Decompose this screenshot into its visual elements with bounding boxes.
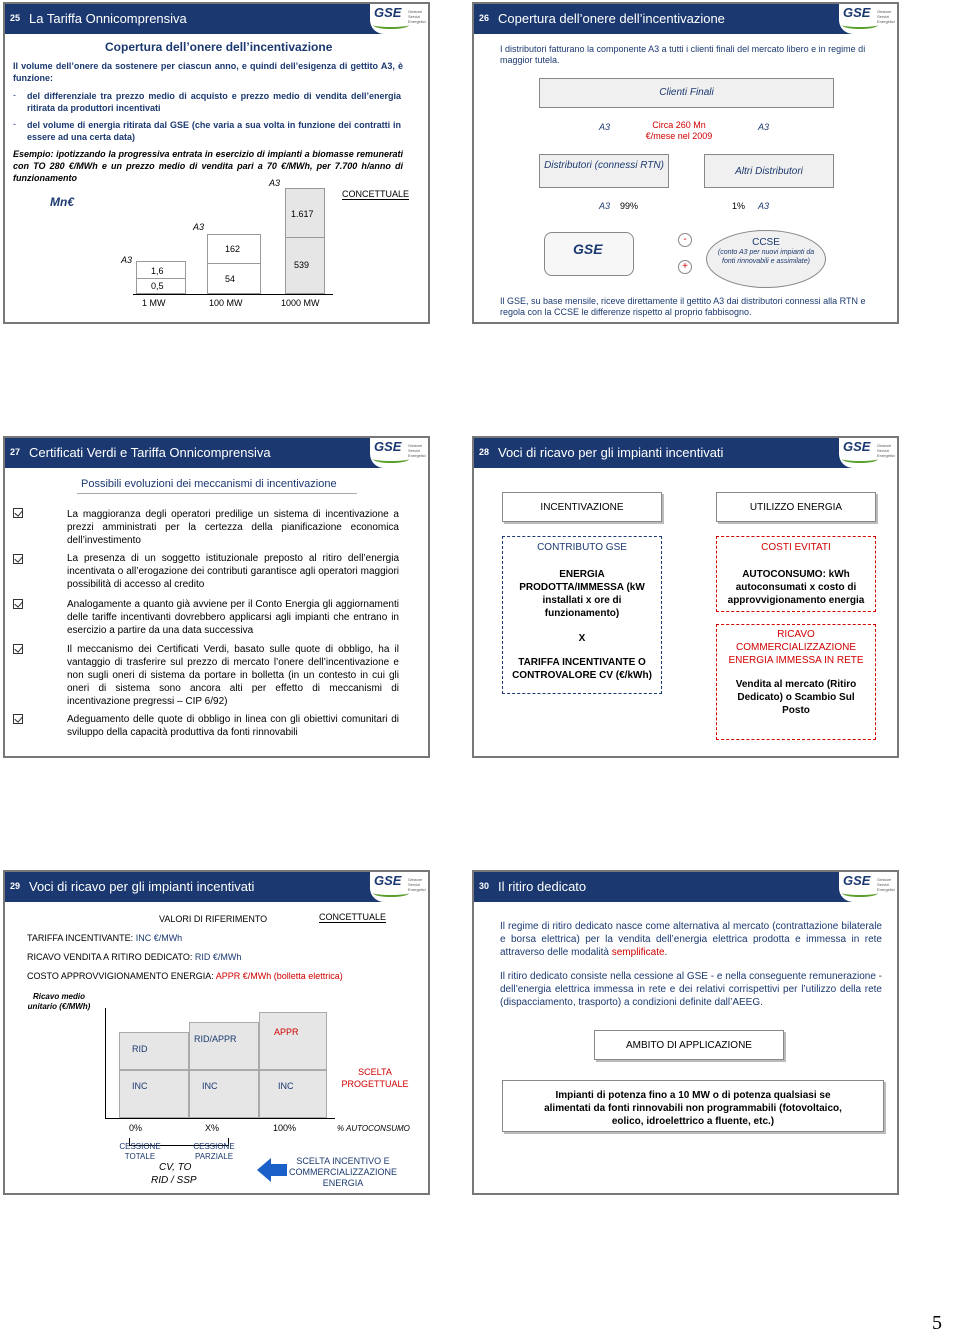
minus-sign: - [678,233,692,247]
slide-26 [472,2,899,324]
slide-title: Copertura dell’onere dell’incentivazione [498,11,725,26]
bar-100mw-a3: 162 [207,234,261,264]
ref-row-2: RICAVO VENDITA A RITIRO DEDICATO: RID €/MWh [27,952,242,962]
a3-right: A3 [758,122,770,132]
intro-text: Il volume dell’onere da sostenere per ciascun anno, e quindi dell’esigenza di gettito A3, è funzione: [13,61,403,83]
gse-logo: GSE Gestore Servizi Energetici [370,4,428,34]
slide-number: 29 [10,881,21,891]
arrow-shaft [271,1164,287,1176]
paragraph-1: Il regime di ritiro dedicato nasce come alternativa al mercato (contrattazione bilaterale e borsa elettrica) per la vendita dell’energia elettrica prodotta e immessa in rete attraverso delle modalità semplificate. [500,921,882,958]
example-text: Esempio: ipotizzando la progressiva entrata in esercizio di impianti a biomasse remunerati con TO 280 €/MWh e un prezzo medio di vendita pari a 70 €/MWh, per 7.700 h/anno di funzionamento [13,149,403,183]
unit-label: Mn€ [50,195,74,209]
gse-logo: GSE Gestore Servizi Energetici [839,438,897,468]
slide-header [474,438,897,468]
inc-block-2: INC [189,1070,259,1118]
ridappr-block: RID/APPR [189,1022,259,1070]
paragraph-2: Il ritiro dedicato consiste nella cessione al GSE - e nella conseguente remunerazione - dell’energia elettrica immessa in rete e dei relativi corrispettivi per l’utilizzo della rete (dispacciamento, trasporto) a condizioni definite dall’AEEG. [500,971,882,1008]
bar-1mw-a3: 1,6 [136,261,186,279]
incentivazione-header: INCENTIVAZIONE [502,492,662,522]
slide-number: 26 [479,13,490,23]
slide-number: 30 [479,881,490,891]
monthly-amount: Circa 260 Mn €/mese nel 2009 [645,120,713,141]
slide-27 [3,436,430,758]
gse-mini-logo: GSE [544,232,634,276]
page-number: 5 [932,1312,942,1334]
concettuale-label: CONCETTUALE [319,912,387,922]
slide-title: Certificati Verdi e Tariffa Onnicomprensiva [29,445,271,460]
impianti-box: Impianti di potenza fino a 10 MW o di potenza qualsiasi se alimentati da fonti rinnovabili non programmabili (fotovoltaico, eolico, idroelettrico a fluente, etc.) [502,1080,884,1132]
bar-100mw-base: 54 [207,263,261,294]
x-label-100mw: 100 MW [209,298,243,308]
gse-logo: GSE Gestore Servizi Energetici [839,872,897,902]
times-sign: X [578,633,586,644]
concettuale-label: CONCETTUALE [342,189,410,199]
gse-logo: GSE Gestore Servizi Energetici [370,872,428,902]
cessione-totale: CESSIONE TOTALE [119,1142,161,1161]
list-item-2: La presenza di un soggetto istituzionale preposto al ritiro dell’energia incentivata o all’erogazione dei contributi garantisce agli operatori maggiori possibilità di accesso al credito [67,553,399,590]
gse-logo: GSE Gestore Servizi Energetici [839,4,897,34]
slide-25: 25 La Tariffa Onnicomprensiva GSE Gestore Servizi Energetici Copertura dell’onere dell’incentivazione Il volume dell’onere da sostenere per ciascun anno, e quindi dell’esigenza di gettito A3, è funzione: - del differenziale tra prezzo medio di acquisto e prezzo medio di vendita dell’energia ritirata da produttori incentivati - del volume di energia ritirata dal GSE (che varia a sua volta in funzione dei contratti in essere ad una certa data) Esempio: ipotizzando la progressiva entrata in esercizio di impianti a biomasse remunerati con TO 280 €/MWh e un prezzo medio di vendita pari a 70 €/MWh, per 7.700 h/anno di funzionamento Mn€ CONCETTUALE A3 A3 A3 1,6 0,5 162 54 1.617 539 1 MW 100 MW 1000 MW [3,2,430,324]
inc-block-3: INC [259,1070,327,1118]
x-label-1mw: 1 MW [142,298,166,308]
check-icon [13,554,23,564]
x-tick-x: X% [205,1123,220,1133]
ref-row-1: TARIFFA INCENTIVANTE: INC €/MWh [27,933,183,943]
autoconsumo-text: AUTOCONSUMO: kWh autoconsumati x costo di approvvigionamento energia [727,569,865,606]
bullet-2: del volume di energia ritirata dal GSE (che varia a sua volta in funzione dei contratti in essere ad una certa data) [27,120,401,142]
heading-underline [77,493,357,494]
cessione-parziale: CESSIONE PARZIALE [193,1142,235,1161]
left-arrow-icon [257,1158,271,1182]
bullet-1: del differenziale tra prezzo medio di acquisto e prezzo medio di vendita dell’energia ritirata da produttori incentivati [27,91,401,113]
slide-28 [472,436,899,758]
clienti-finali-box: Clienti Finali [539,78,834,108]
slide-title: Voci di ricavo per gli impianti incentivati [29,879,255,894]
costi-evitati: COSTI EVITATI [761,542,831,553]
slide-heading: Possibili evoluzioni dei meccanismi di incentivazione [81,478,337,490]
valori-riferimento: VALORI DI RIFERIMENTO [159,914,268,924]
slide-29 [3,870,430,1195]
list-item-5: Adeguamento delle quote di obbligo in linea con gli obiettivi comunitari di sviluppo della capacità produttiva da fonti rinnovabili [67,714,399,738]
check-icon [13,714,23,724]
pct-1: 1% [732,201,746,211]
slide-header [5,438,428,468]
x-label-1000mw: 1000 MW [281,298,320,308]
a3-label-2: A3 [193,222,205,232]
plus-sign: + [678,260,692,274]
y-axis [105,1008,106,1118]
energia-prodotta: ENERGIA PRODOTTA/IMMESSA (kW installati x ore di funzionamento) [519,569,645,619]
distributori-box: Distributori (connessi RTN) [539,154,669,188]
x-tick-100: 100% [273,1123,297,1133]
y-axis-label: Ricavo medio unitario (€/MWh) [27,992,91,1011]
altri-distributori-box: Altri Distributori [704,154,834,188]
utilizzo-energia-header: UTILIZZO ENERGIA [716,492,876,522]
list-item-1: La maggioranza degli operatori predilige un sistema di incentivazione a prezzi amministrati per la certezza della pianificazione economica dell’investimento [67,509,399,546]
vendita-text: Vendita al mercato (Ritiro Dedicato) o Scambio Sul Posto [735,679,857,716]
slide-title: La Tariffa Onnicomprensiva [29,11,187,26]
check-icon [13,644,23,654]
list-item-4: Il meccanismo dei Certificati Verdi, basato sulle quote di obbligo, ha il vantaggio di trasferire sul prezzo di mercato l’onere dell’incentivazione e non sugli oneri di sistema da portare in bolletta (in un contesto in cui gli oneri di sistema sono ancora alti per effetto di meccanismi di incentivazione pregressi – CIP 6/92) [67,644,399,707]
scelta-incentivo: SCELTA INCENTIVO E COMMERCIALIZZAZIONE ENERGIA [288,1156,397,1188]
ccse-box: CCSE (conto A3 per nuovi impianti da fonti rinnovabili e assimilate) [706,230,826,288]
rid-block: RID [119,1032,189,1070]
slide-title: Voci di ricavo per gli impianti incentivati [498,445,724,460]
slide-heading: Copertura dell’onere dell’incentivazione [105,40,333,54]
ref-row-3: COSTO APPROVVIGIONAMENTO ENERGIA: APPR €/MWh (bolletta elettrica) [27,971,343,981]
x-tick-0: 0% [129,1123,143,1133]
cv-to: CV, TO [159,1162,192,1173]
a3-left: A3 [599,122,611,132]
ricavo-commercializzazione: RICAVO COMMERCIALIZZAZIONE ENERGIA IMMESSA IN RETE [728,629,864,666]
gse-logo: GSE Gestore Servizi Energetici [370,438,428,468]
slide-number: 27 [10,447,21,457]
slide-title: Il ritiro dedicato [498,879,587,894]
intro-text: I distributori fatturano la componente A3 a tutti i clienti finali del mercato libero e in regime di maggior tutela. [500,44,866,65]
slide-header [5,872,428,902]
a3-label-1: A3 [121,255,133,265]
appr-block: APPR [259,1012,327,1070]
slide-number: 28 [479,447,490,457]
slide-header [474,4,897,34]
bar-1000mw-base: 539 [285,237,325,294]
check-icon [13,508,23,518]
a3-label-3: A3 [269,178,281,188]
ambito-box: AMBITO DI APPLICAZIONE [594,1030,784,1060]
rid-ssp: RID / SSP [151,1175,197,1186]
contributo-gse: CONTRIBUTO GSE [537,542,627,553]
tariffa-incentivante: TARIFFA INCENTIVANTE O CONTROVALORE CV (€/kWh) [512,657,652,681]
bar-1000mw-a3: 1.617 [285,188,325,238]
scelta-progettuale: SCELTA PROGETTUALE [341,1067,409,1089]
pct-99: 99% [620,201,639,211]
a3-1: A3 [758,201,770,211]
inc-block-1: INC [119,1070,189,1118]
list-item-3: Analogamente a quanto già avviene per il Conto Energia gli aggiornamenti delle tariffe incentivanti dovrebbero applicarsi agli impianti che entrano in esercizio a partire da una data successiva [67,599,399,636]
check-icon [13,599,23,609]
x-axis-label: % AUTOCONSUMO [337,1124,410,1133]
x-axis [105,1118,335,1119]
x-axis [133,294,333,295]
slide-header [5,4,428,34]
bar-1mw-base: 0,5 [136,278,186,294]
slide-number: 25 [10,13,21,23]
slide-header [474,872,897,902]
a3-99: A3 [599,201,611,211]
footer-text: Il GSE, su base mensile, riceve direttamente il gettito A3 dai distributori connessi alla RTN e regola con la CCSE le differenze rispetto al proprio fabbisogno. [500,296,866,317]
slide-30 [472,870,899,1195]
